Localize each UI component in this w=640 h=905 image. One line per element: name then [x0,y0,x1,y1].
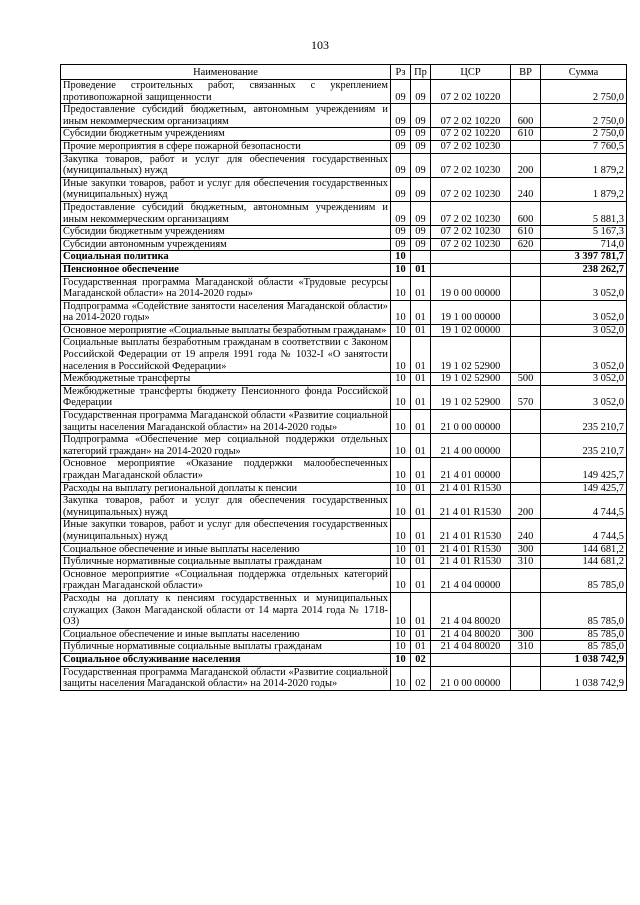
row-sum: 85 785,0 [541,628,627,641]
row-csr: 21 4 04 80020 [431,641,511,654]
row-rz: 10 [391,373,411,386]
row-csr: 21 4 00 00000 [431,434,511,458]
row-rz: 10 [391,482,411,495]
row-rz: 09 [391,80,411,104]
row-csr: 21 0 00 00000 [431,666,511,690]
row-vr: 310 [511,641,541,654]
row-name: Социальное обслуживание населения [61,653,391,666]
table-row [61,153,627,177]
row-sum: 149 425,7 [541,458,627,482]
row-pr: 01 [411,324,431,337]
row-pr: 01 [411,385,431,409]
row-sum: 5 167,3 [541,226,627,239]
row-pr: 01 [411,410,431,434]
row-sum: 2 750,0 [541,128,627,141]
header-vr: ВР [511,65,541,80]
row-rz: 10 [391,653,411,666]
row-csr: 19 1 02 52900 [431,385,511,409]
row-csr: 19 1 02 52900 [431,337,511,373]
row-vr: 200 [511,495,541,519]
table-row [61,434,627,458]
row-csr: 19 1 02 00000 [431,324,511,337]
table-body [61,80,627,691]
row-rz: 10 [391,385,411,409]
row-name: Проведение строительных работ, связанных с укреплением противопожарной защищенности [61,80,391,104]
row-sum: 7 760,5 [541,140,627,153]
table-row [61,519,627,543]
table-row [61,543,627,556]
row-pr: 01 [411,628,431,641]
row-vr: 200 [511,153,541,177]
row-sum: 4 744,5 [541,495,627,519]
row-name: Субсидии бюджетным учреждениям [61,226,391,239]
row-csr: 21 4 04 00000 [431,568,511,592]
row-vr [511,653,541,666]
page-number: 103 [311,38,329,52]
row-pr: 01 [411,495,431,519]
row-pr: 01 [411,556,431,569]
row-csr: 21 4 04 80020 [431,628,511,641]
row-pr: 09 [411,128,431,141]
table-row [61,177,627,201]
row-sum: 3 397 781,7 [541,251,627,264]
row-vr [511,80,541,104]
header-sum: Сумма [541,65,627,80]
row-rz: 10 [391,300,411,324]
row-vr: 240 [511,519,541,543]
row-sum: 1 879,2 [541,153,627,177]
row-pr: 09 [411,226,431,239]
row-csr: 21 4 04 80020 [431,592,511,628]
row-rz: 10 [391,556,411,569]
table-row [61,80,627,104]
row-name: Расходы на выплату региональной доплаты к пенсии [61,482,391,495]
row-pr: 09 [411,104,431,128]
row-vr [511,458,541,482]
row-sum: 3 052,0 [541,276,627,300]
row-csr: 21 4 01 R1530 [431,495,511,519]
row-rz: 10 [391,519,411,543]
row-name: Публичные нормативные социальные выплаты гражданам [61,556,391,569]
row-vr: 240 [511,177,541,201]
row-csr: 07 2 02 10230 [431,153,511,177]
row-sum: 3 052,0 [541,337,627,373]
row-rz: 10 [391,337,411,373]
row-pr: 09 [411,140,431,153]
row-csr: 07 2 02 10220 [431,128,511,141]
row-name: Государственная программа Магаданской области «Развитие социальной защиты населения Магаданской области» на 2014-2020 годы» [61,410,391,434]
row-name: Иные закупки товаров, работ и услуг для обеспечения государственных (муниципальных) нужд [61,519,391,543]
row-pr: 09 [411,201,431,225]
table-row [61,140,627,153]
row-sum: 5 881,3 [541,201,627,225]
row-csr: 07 2 02 10220 [431,80,511,104]
table-row [61,653,627,666]
row-vr: 610 [511,226,541,239]
row-csr: 21 4 01 R1530 [431,556,511,569]
row-sum: 3 052,0 [541,373,627,386]
row-pr: 02 [411,666,431,690]
table-row [61,128,627,141]
row-name: Предоставление субсидий бюджетным, автономным учреждениям и иным некоммерческим организациям [61,104,391,128]
row-vr [511,140,541,153]
table-row [61,373,627,386]
table-row [61,263,627,276]
row-pr: 09 [411,153,431,177]
row-name: Государственная программа Магаданской области «Развитие социальной защиты населения Магаданской области» на 2014-2020 годы» [61,666,391,690]
header-rz: Рз [391,65,411,80]
row-csr: 21 4 01 00000 [431,458,511,482]
row-name: Государственная программа Магаданской области «Трудовые ресурсы Магаданской области» на 2014-2020 годы» [61,276,391,300]
row-rz: 10 [391,641,411,654]
header-csr: ЦСР [431,65,511,80]
table-row [61,458,627,482]
row-csr: 07 2 02 10230 [431,201,511,225]
row-rz: 09 [391,140,411,153]
table-row [61,201,627,225]
table-row [61,556,627,569]
table-row [61,104,627,128]
row-name: Подпрограмма «Содействие занятости населения Магаданской области» на 2014-2020 годы» [61,300,391,324]
row-pr: 01 [411,337,431,373]
row-csr: 07 2 02 10230 [431,177,511,201]
row-sum: 714,0 [541,238,627,251]
row-name: Межбюджетные трансферты [61,373,391,386]
row-csr: 07 2 02 10230 [431,226,511,239]
row-csr [431,653,511,666]
row-csr: 19 1 00 00000 [431,300,511,324]
row-name: Социальное обеспечение и иные выплаты населению [61,543,391,556]
table-row [61,592,627,628]
row-csr [431,263,511,276]
row-sum: 235 210,7 [541,434,627,458]
row-vr [511,592,541,628]
row-vr [511,276,541,300]
row-pr: 01 [411,263,431,276]
header-row [61,65,627,80]
table-row [61,324,627,337]
row-name: Субсидии бюджетным учреждениям [61,128,391,141]
row-pr: 01 [411,458,431,482]
row-sum: 3 052,0 [541,324,627,337]
row-vr [511,337,541,373]
row-csr: 21 4 01 R1530 [431,543,511,556]
table-row [61,410,627,434]
row-pr: 01 [411,276,431,300]
row-name: Субсидии автономным учреждениям [61,238,391,251]
row-csr: 21 4 01 R1530 [431,482,511,495]
row-name: Закупка товаров, работ и услуг для обеспечения государственных (муниципальных) нужд [61,495,391,519]
row-rz: 09 [391,104,411,128]
table-row [61,276,627,300]
row-sum: 144 681,2 [541,556,627,569]
table-row [61,482,627,495]
row-name: Пенсионное обеспечение [61,263,391,276]
row-name: Предоставление субсидий бюджетным, автономным учреждениям и иным некоммерческим организациям [61,201,391,225]
table-row [61,568,627,592]
row-sum: 1 038 742,9 [541,666,627,690]
row-csr: 21 4 01 R1530 [431,519,511,543]
row-vr: 600 [511,201,541,225]
row-vr: 500 [511,373,541,386]
table-row [61,300,627,324]
row-pr: 01 [411,568,431,592]
row-rz: 10 [391,251,411,264]
table-row [61,628,627,641]
row-sum: 1 879,2 [541,177,627,201]
row-pr: 01 [411,300,431,324]
row-rz: 09 [391,238,411,251]
row-pr: 09 [411,80,431,104]
row-csr: 07 2 02 10230 [431,238,511,251]
row-vr: 620 [511,238,541,251]
budget-table [60,64,627,691]
row-rz: 09 [391,226,411,239]
row-pr: 01 [411,543,431,556]
table-row [61,238,627,251]
row-rz: 09 [391,177,411,201]
row-sum: 235 210,7 [541,410,627,434]
table-header [61,65,627,80]
row-pr: 01 [411,592,431,628]
row-name: Социальная политика [61,251,391,264]
row-vr [511,410,541,434]
row-name: Социальные выплаты безработным гражданам в соответствии с Законом Российской Федерации от 19 апреля 1991 года № 1032-I «О занятости населения в Российской Федерации» [61,337,391,373]
row-sum: 149 425,7 [541,482,627,495]
row-vr: 300 [511,628,541,641]
row-vr [511,666,541,690]
header-name: Наименование [61,65,391,80]
row-name: Иные закупки товаров, работ и услуг для обеспечения государственных (муниципальных) нужд [61,177,391,201]
row-rz: 10 [391,543,411,556]
row-sum: 3 052,0 [541,385,627,409]
table-row [61,385,627,409]
row-name: Социальное обеспечение и иные выплаты населению [61,628,391,641]
row-rz: 10 [391,495,411,519]
row-rz: 10 [391,568,411,592]
row-rz: 10 [391,276,411,300]
row-vr: 310 [511,556,541,569]
row-rz: 10 [391,666,411,690]
row-name: Прочие мероприятия в сфере пожарной безопасности [61,140,391,153]
row-vr: 300 [511,543,541,556]
row-vr [511,251,541,264]
table-row [61,226,627,239]
row-name: Основное мероприятие «Оказание поддержки малообеспеченных граждан Магаданской области» [61,458,391,482]
row-name: Основное мероприятие «Социальные выплаты безработным гражданам» [61,324,391,337]
row-pr: 09 [411,177,431,201]
row-pr: 01 [411,519,431,543]
row-vr [511,324,541,337]
table-row [61,251,627,264]
table-row [61,666,627,690]
row-sum: 85 785,0 [541,568,627,592]
row-pr: 01 [411,641,431,654]
header-pr: Пр [411,65,431,80]
row-vr [511,434,541,458]
row-sum: 2 750,0 [541,80,627,104]
row-pr: 01 [411,434,431,458]
row-csr [431,251,511,264]
row-name: Публичные нормативные социальные выплаты гражданам [61,641,391,654]
table-row [61,337,627,373]
row-csr: 19 0 00 00000 [431,276,511,300]
row-rz: 10 [391,592,411,628]
row-sum: 238 262,7 [541,263,627,276]
row-rz: 10 [391,458,411,482]
row-sum: 85 785,0 [541,641,627,654]
row-name: Межбюджетные трансферты бюджету Пенсионного фонда Российской Федерации [61,385,391,409]
table-row [61,641,627,654]
row-pr [411,251,431,264]
row-rz: 10 [391,263,411,276]
row-vr: 600 [511,104,541,128]
row-name: Основное мероприятие «Социальная поддержка отдельных категорий граждан Магаданской области» [61,568,391,592]
row-sum: 85 785,0 [541,592,627,628]
table-row [61,495,627,519]
row-sum: 1 038 742,9 [541,653,627,666]
row-vr [511,482,541,495]
row-rz: 10 [391,434,411,458]
row-vr: 570 [511,385,541,409]
row-csr: 21 0 00 00000 [431,410,511,434]
row-sum: 4 744,5 [541,519,627,543]
row-rz: 10 [391,628,411,641]
row-csr: 19 1 02 52900 [431,373,511,386]
row-sum: 2 750,0 [541,104,627,128]
row-rz: 09 [391,201,411,225]
row-pr: 01 [411,373,431,386]
row-pr: 02 [411,653,431,666]
row-vr [511,568,541,592]
row-csr: 07 2 02 10230 [431,140,511,153]
row-pr: 09 [411,238,431,251]
row-name: Расходы на доплату к пенсиям государственных и муниципальных служащих (Закон Магаданской области от 14 марта 2014 года № 1718-ОЗ) [61,592,391,628]
row-rz: 09 [391,153,411,177]
row-rz: 09 [391,128,411,141]
row-vr: 610 [511,128,541,141]
row-pr: 01 [411,482,431,495]
row-name: Закупка товаров, работ и услуг для обеспечения государственных (муниципальных) нужд [61,153,391,177]
row-name: Подпрограмма «Обеспечение мер социальной поддержки отдельных категорий граждан» на 2014-2020 годы» [61,434,391,458]
row-sum: 144 681,2 [541,543,627,556]
row-csr: 07 2 02 10220 [431,104,511,128]
row-rz: 10 [391,410,411,434]
row-vr [511,300,541,324]
row-vr [511,263,541,276]
row-rz: 10 [391,324,411,337]
row-sum: 3 052,0 [541,300,627,324]
